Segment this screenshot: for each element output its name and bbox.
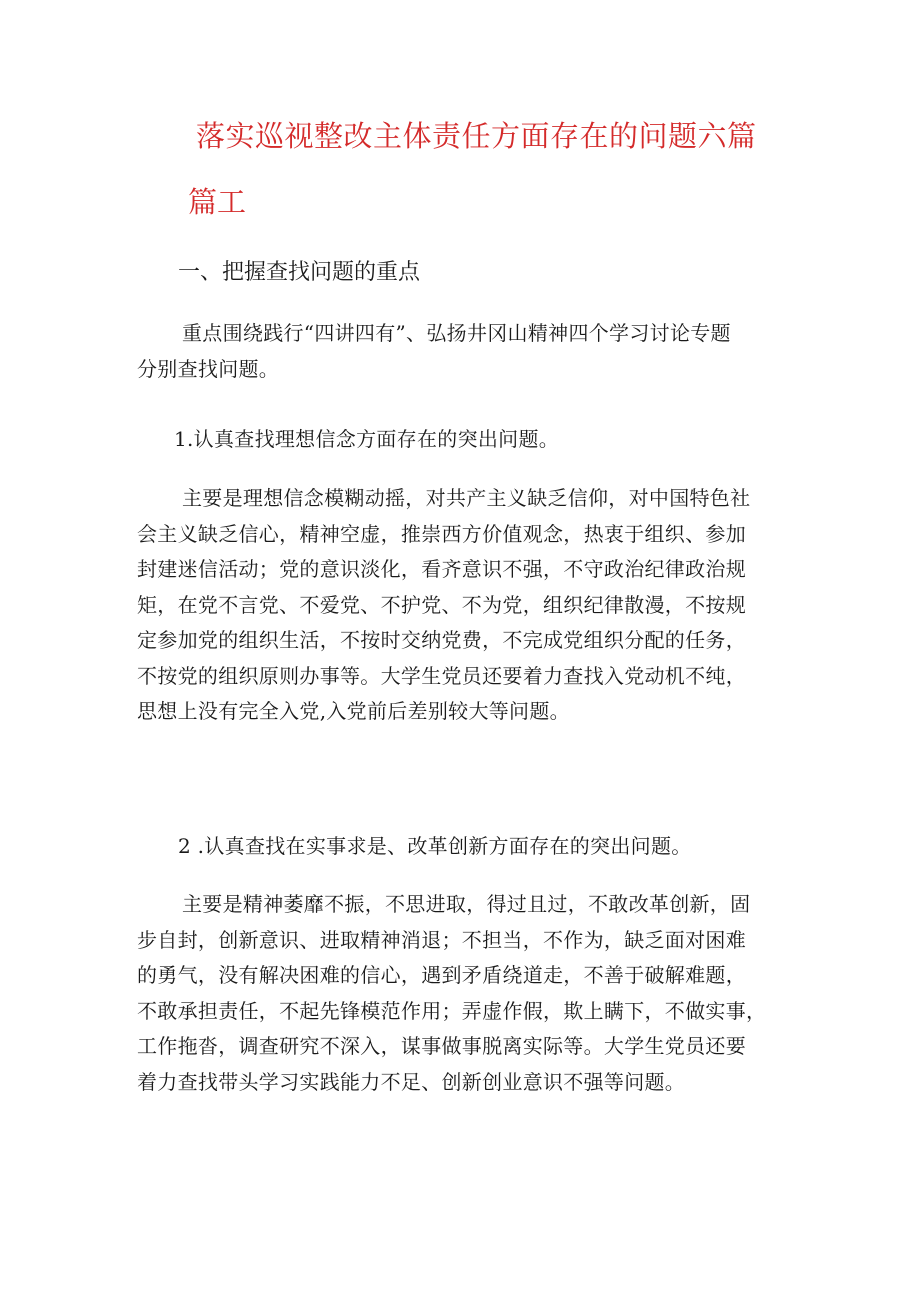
paragraph-line: 封建迷信活动；党的意识淡化，看齐意识不强，不守政治纪律政治规 — [137, 557, 746, 581]
item-heading: 1.认真查找理想信念方面存在的突出问题。 — [174, 427, 560, 451]
paragraph-line: 矩，在党不言党、不爱党、不护党、不为党，组织纪律散漫，不按规 — [137, 592, 746, 617]
paragraph-line: 思想上没有完全入党,入党前后差别较大等问题。 — [137, 699, 570, 723]
paragraph-line: 会主义缺乏信心，精神空虚，推崇西方价值观念，热衷于组织、参加 — [137, 521, 746, 546]
paragraph-line: 分别查找问题。 — [137, 356, 280, 381]
document-subtitle: 篇工 — [188, 185, 247, 219]
paragraph-line: 定参加党的组织生活，不按时交纳党费，不完成党组织分配的任务， — [137, 628, 746, 652]
paragraph-line: 不敢承担责任，不起先锋模范作用；弄虚作假，欺上瞒下，不做实事， — [137, 998, 767, 1023]
item-heading: 2 .认真查找在实事求是、改革创新方面存在的突出问题。 — [178, 834, 692, 858]
paragraph-line: 步自封，创新意识、进取精神消退；不担当，不作为，缺乏面对困难 — [137, 927, 746, 952]
paragraph-line: 主要是精神萎靡不振，不思进取，得过且过，不敢改革创新，固 — [182, 892, 751, 916]
item-2-heading-block — [137, 829, 797, 865]
item-1-paragraph — [137, 481, 797, 730]
item-2-paragraph — [137, 887, 797, 1100]
paragraph-line: 不按党的组织原则办事等。大学生党员还要着力查找入党动机不纯， — [137, 663, 746, 688]
paragraph-line: 的勇气，没有解决困难的信心，遇到矛盾绕道走，不善于破解难题， — [137, 963, 746, 987]
intro-paragraph — [137, 316, 797, 387]
paragraph-line: 主要是理想信念模糊动摇，对共产主义缺乏信仰，对中国特色社 — [182, 486, 751, 510]
paragraph-line: 着力查找带头学习实践能力不足、创新创业意识不强等问题。 — [137, 1069, 686, 1094]
paragraph-line: 重点围绕践行“四讲四有”、弘扬井冈山精神四个学习讨论专题 — [182, 321, 731, 345]
document-title: 落实巡视整改主体责任方面存在的问题六篇 — [196, 119, 757, 153]
section-heading: 一、把握查找问题的重点 — [178, 260, 421, 285]
item-1-heading-block — [137, 422, 797, 458]
paragraph-line: 工作拖沓，调查研究不深入，谋事做事脱离实际等。大学生党员还要 — [137, 1034, 746, 1058]
